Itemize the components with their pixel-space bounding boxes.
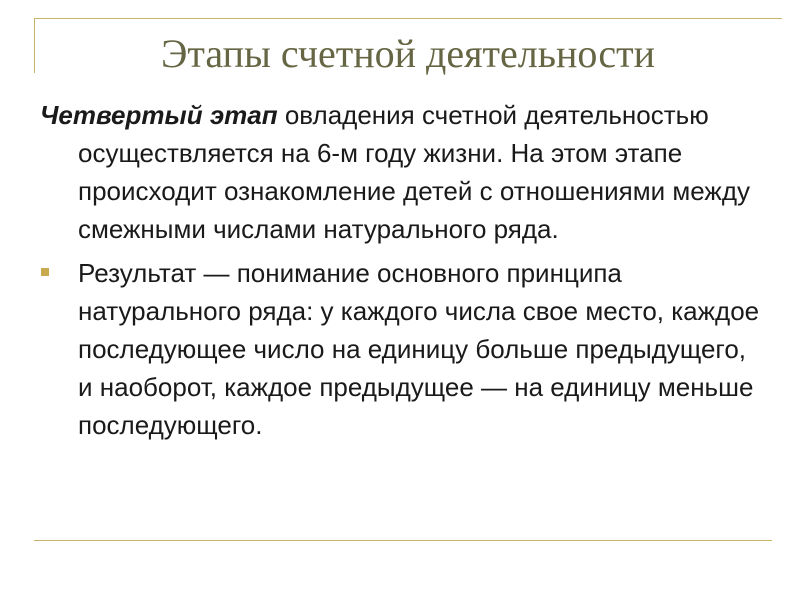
square-bullet-icon — [41, 268, 49, 276]
intro-paragraph — [40, 96, 760, 248]
slide-title: Этапы счетной деятельности — [161, 31, 655, 76]
frame-bottom-line — [34, 540, 772, 541]
intro-text: овладения счетной деятельностью осуществляется на 6-м году жизни. На этом этапе происходит ознакомление детей с отношениями между смежными числами натурального ряда. — [78, 100, 750, 244]
bullet-item-result — [40, 254, 760, 444]
bullet-text: Результат — понимание основного принципа натурального ряда: у каждого числа свое место, каждое последующее число на единицу больше предыдущего, и наоборот, каждое предыдущее — на единицу меньше последующего. — [78, 258, 760, 440]
slide-body — [40, 96, 760, 444]
frame-top-line — [34, 18, 782, 19]
intro-lead: Четвертый этап — [40, 100, 278, 130]
